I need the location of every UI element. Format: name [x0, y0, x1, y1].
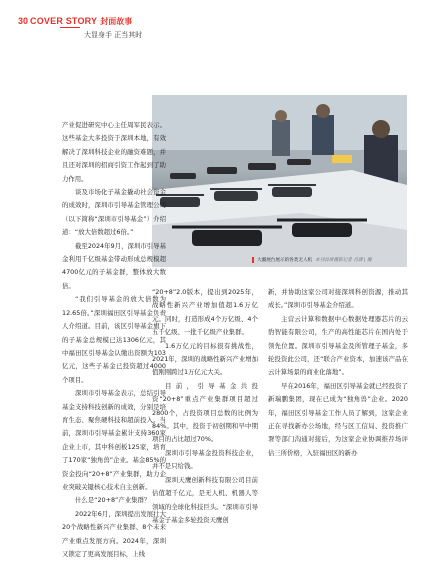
paragraph: “我们引导基金的放大倍数为12.65倍。”深圳福田区引导基金负责人介绍道。目前，该区引导基金旗下的子基金总规模已达1306亿元，其中福田区引导基金认缴出资额为103亿元，这些子基金已投资超过4000个项目。 — [62, 295, 166, 384]
header-rule — [60, 27, 80, 28]
column-name: 封面故事 — [100, 16, 133, 26]
header-subtitle: 大显身手 正当其时 — [84, 31, 143, 39]
drone-exhibit-photo — [152, 95, 407, 267]
photo-illustration — [152, 95, 407, 267]
paragraph: 深圳市引导基金投资科技企业，并不是只给钱。 — [152, 448, 258, 471]
section-brand: COVER STORY — [30, 16, 98, 26]
caption-marker — [252, 257, 254, 263]
text-column-2 — [152, 286, 258, 527]
paragraph: 深圳天鹰创新科技有限公司目前估值超千亿元，是无人机、机器人等领域的全球化科技巨头。“深圳市引导基金子基金多轮投资天鹰创 — [152, 475, 258, 524]
paragraph: “20+8”2.0版本，提出到2025年，战略性新兴产业增加值超1.6万亿元。同时，打造形成4个万亿级、4个五千亿级、一批千亿级产业集群。 — [152, 288, 258, 337]
paragraph: 早在2016年，福田区引导基金就已经投资了新瑞鹏集团，现在已成为“独角兽”企业。2020年，福田区引导基金工作人员了解到，这家企业正在寻找新办公场地，经与区工信局、投资推广署等部门沟通对接后，为这家企业协调推荐场评估三所价格，入驻福田区的新办 — [268, 381, 408, 457]
text-column-1 — [62, 119, 166, 561]
text-column-3 — [268, 286, 408, 460]
paragraph: 产业促进研究中心主任周军民表示。这些基金大多投资于深圳本地，有效解决了深圳科技企业的融资难题，并且还对深圳的招商引资工作起到了助力作用。 — [62, 121, 166, 183]
paragraph: 谈及市场化子基金撬动社会资金的成效时，深圳市引导基金管理公司（以下简称“深圳市引导基金”）介绍道：“放大倍数超过6倍。” — [62, 188, 166, 237]
paragraph: 新，并协助这家公司对接深圳科创资源，推动其成长。”深圳市引导基金介绍道。 — [268, 288, 408, 310]
paragraph-question: 什么是“20+8”产业集群？ — [75, 496, 151, 505]
page-number: 30 — [18, 16, 29, 26]
paragraph: 2022年6月，深圳提出发展壮大20个战略性新兴产业集群、8个未来产业重点发展方向。2024年，深圳又锁定了更高发展目标，上线 — [62, 509, 166, 558]
paragraph: 截至2024年9月，深圳市引导基金利用千亿级基金带动形成总规模超4700亿元的子基金群，整体放大数倍。 — [62, 241, 166, 290]
photo-caption — [252, 257, 372, 263]
paragraph: 主营云计算和数据中心数据处理器芯片的云豹智能有限公司，生产的高性能芯片在国内处于领先位置。深圳市引导基金及所管理子基金，多轮投资此公司，还“联合产业资本，加速该产品在云计算场景的商业化落地”。 — [268, 314, 408, 377]
page-header — [0, 14, 132, 28]
paragraph: 深圳市引导基金表示，总结引导基金支持科技创新的成效，分别是培育生态、聚焦硬科技和超前投入。当前，深圳市引导基金累计支持360家企业上市，其中科创板125家，培育了170家“独角兽”企业。基金85%的资金投向“20+8”产业集群，助力企业突破关键核心技术自主创新。 — [62, 389, 166, 491]
paragraph: 1.6万亿元的目标很有挑战性，2021年，深圳的战略性新兴产业增加值刚刚跨过1万亿元大关。 — [152, 341, 258, 377]
caption-text: 大疆展台展示的各类无人机 — [257, 258, 313, 263]
paragraph: 目前，引导基金共投资“20+8”重点产业集群项目超过2800个，占投资项目总数的比例为84%。其中，投资于初创期和早中期项目的占比超过70%。 — [152, 381, 258, 444]
caption-credit: 本刊首席摄影记者 肖潇 | 摄 — [315, 258, 372, 263]
